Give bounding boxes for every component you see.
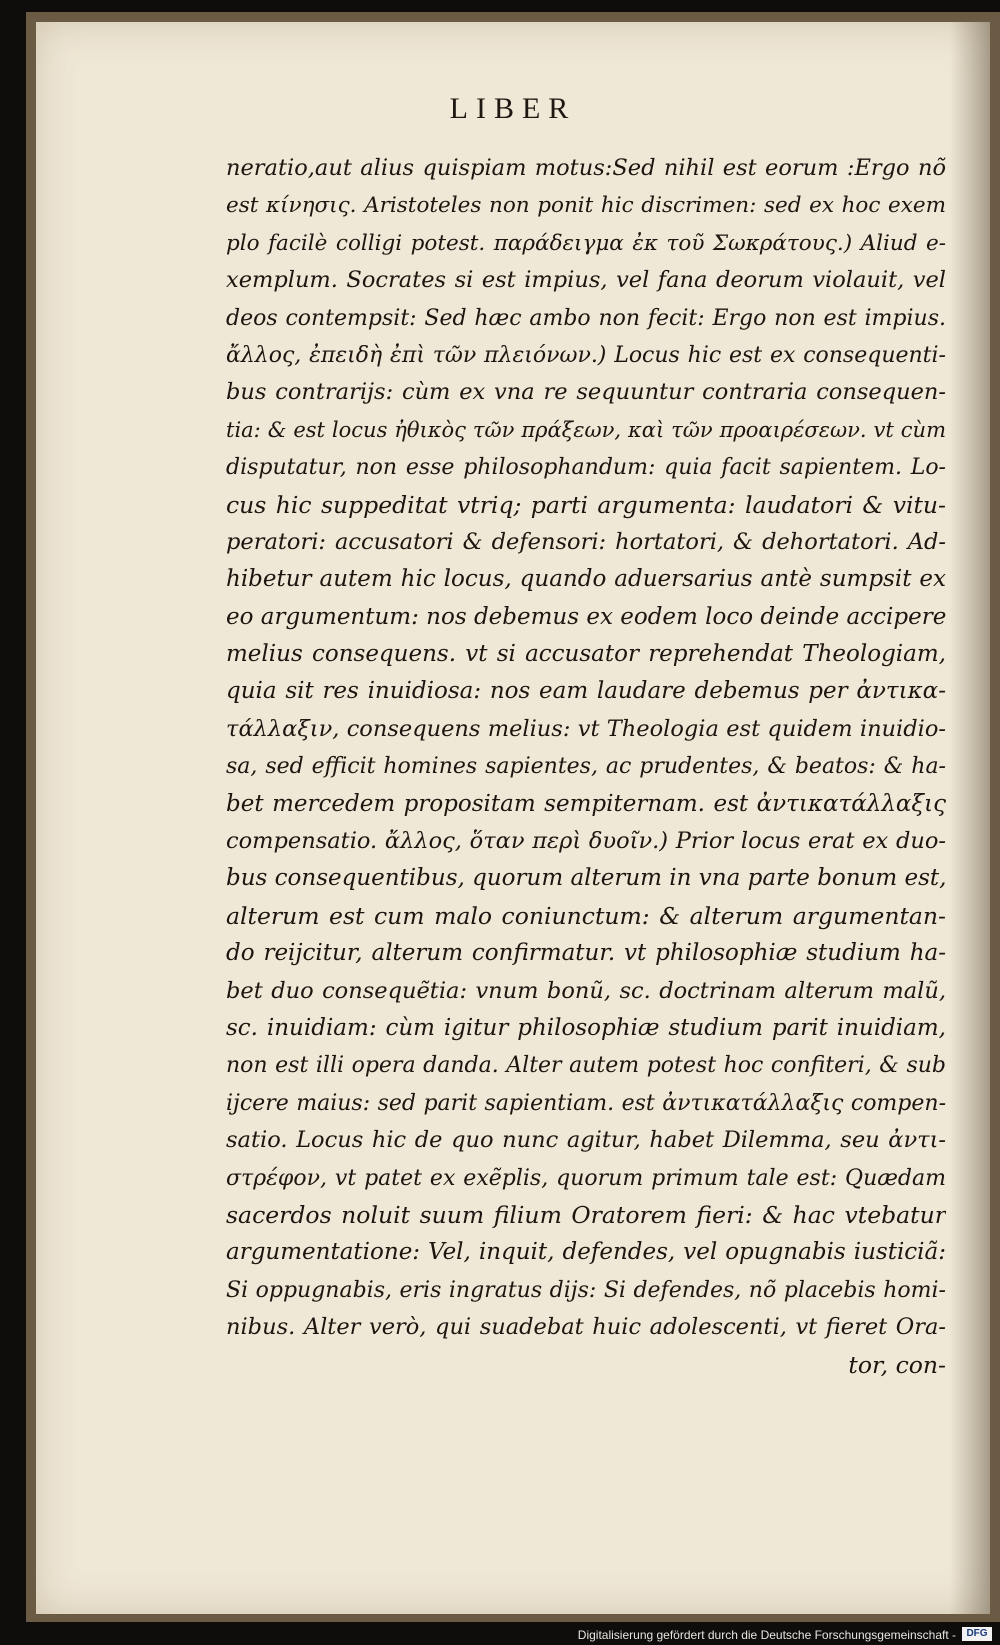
- text-line: ἄλλος, ἐπειδὴ ἐπὶ τῶν πλειόνων.) Locus hic est ex consequenti-: [226, 342, 946, 368]
- text-line: sc. inuidiam: cùm igitur philosophiæ studium parit inuidiam,: [226, 1014, 946, 1041]
- text-line: plo facilè colligi potest. παράδειγμα ἐκ τοῦ Σωκράτους.) Aliud e-: [226, 230, 946, 256]
- text-line: melius consequens. vt si accusator reprehendat Theologiam,: [226, 641, 946, 668]
- text-line: est κίνησις. Aristoteles non ponit hic discrimen: sed ex hoc exem: [226, 193, 946, 219]
- text-line: bet duo consequẽtia: vnum bonũ, sc. doctrinam alterum malũ,: [226, 977, 946, 1004]
- text-line: sa, sed efficit homines sapientes, ac prudentes, & beatos: & ha-: [226, 754, 946, 780]
- page-gutter-shadow: [950, 22, 990, 1614]
- text-line: quia sit res inuidiosa: nos eam laudare debemus per ἀντικα-: [226, 678, 946, 705]
- text-line: neratio,aut alius quispiam motus:Sed nihil est eorum :Ergo nõ: [226, 155, 946, 181]
- text-line: hibetur autem hic locus, quando aduersarius antè sumpsit ex: [226, 566, 946, 593]
- running-head: LIBER: [449, 92, 577, 125]
- text-line: bus contrarijs: cùm ex vna re sequuntur contraria consequen-: [226, 379, 946, 406]
- text-line: cus hic suppeditat vtriq; parti argumenta: laudatori & vitu-: [226, 490, 946, 519]
- footer-credit: Digitalisierung gefördert durch die Deutsche Forschungsgemeinschaft -: [577, 1628, 956, 1642]
- text-line: tia: & est locus ἠθικὸς τῶν πράξεων, καὶ τῶν προαιρέσεων. vt cùm: [226, 417, 946, 442]
- text-line: Si oppugnabis, eris ingratus dijs: Si defendes, nõ placebis homi-: [226, 1277, 946, 1303]
- catchword: tor, con-: [848, 1350, 946, 1379]
- text-line: xemplum. Socrates si est impius, vel fana deorum violauit, vel: [226, 267, 946, 294]
- footer-bar: [0, 1622, 1000, 1645]
- text-line: satio. Locus hic de quo nunc agitur, habet Dilemma, seu ἀντι-: [226, 1127, 946, 1154]
- text-line: τάλλαξιν, consequens melius: vt Theologia est quidem inuidio-: [226, 715, 946, 742]
- text-line: compensatio. ἄλλος, ὅταν περὶ δυοῖν.) Prior locus erat ex duo-: [226, 828, 946, 855]
- text-line: deos contempsit: Sed hæc ambo non fecit: Ergo non est impius.: [226, 305, 946, 331]
- text-line: sacerdos noluit suum filium Oratorem fieri: & hac vtebatur: [226, 1200, 946, 1229]
- text-line: disputatur, non esse philosophandum: quia facit sapientem. Lo-: [226, 455, 946, 481]
- text-line: argumentatione: Vel, inquit, defendes, vel opugnabis iusticiã:: [226, 1239, 946, 1266]
- text-line: non est illi opera danda. Alter autem potest hoc confiteri, & sub: [226, 1053, 946, 1079]
- text-line: bus consequentibus, quorum alterum in vna parte bonum est,: [226, 865, 946, 892]
- text-line: nibus. Alter verò, qui suadebat huic adolescenti, vt fieret Ora-: [226, 1314, 946, 1341]
- text-line: bet mercedem propositam sempiternam. est ἀντικατάλλαξις: [226, 790, 946, 817]
- text-line: στρέφον, vt patet ex exẽplis, quorum primum tale est: Quædam: [226, 1165, 946, 1191]
- text-line: peratori: accusatori & defensori: hortatori, & dehortatori. Ad-: [226, 528, 946, 555]
- text-block: [226, 150, 946, 1384]
- text-line: eo argumentum: nos debemus ex eodem loco deinde accipere: [226, 603, 946, 630]
- text-line: do reijcitur, alterum confirmatur. vt philosophiæ studium ha-: [226, 940, 946, 967]
- text-line: ijcere maius: sed parit sapientiam. est ἀντικατάλλαξις compen-: [226, 1090, 946, 1116]
- dfg-logo: DFG: [962, 1627, 992, 1641]
- book-page: [36, 22, 990, 1614]
- text-line: alterum est cum malo coniunctum: & alterum argumentan-: [226, 901, 946, 930]
